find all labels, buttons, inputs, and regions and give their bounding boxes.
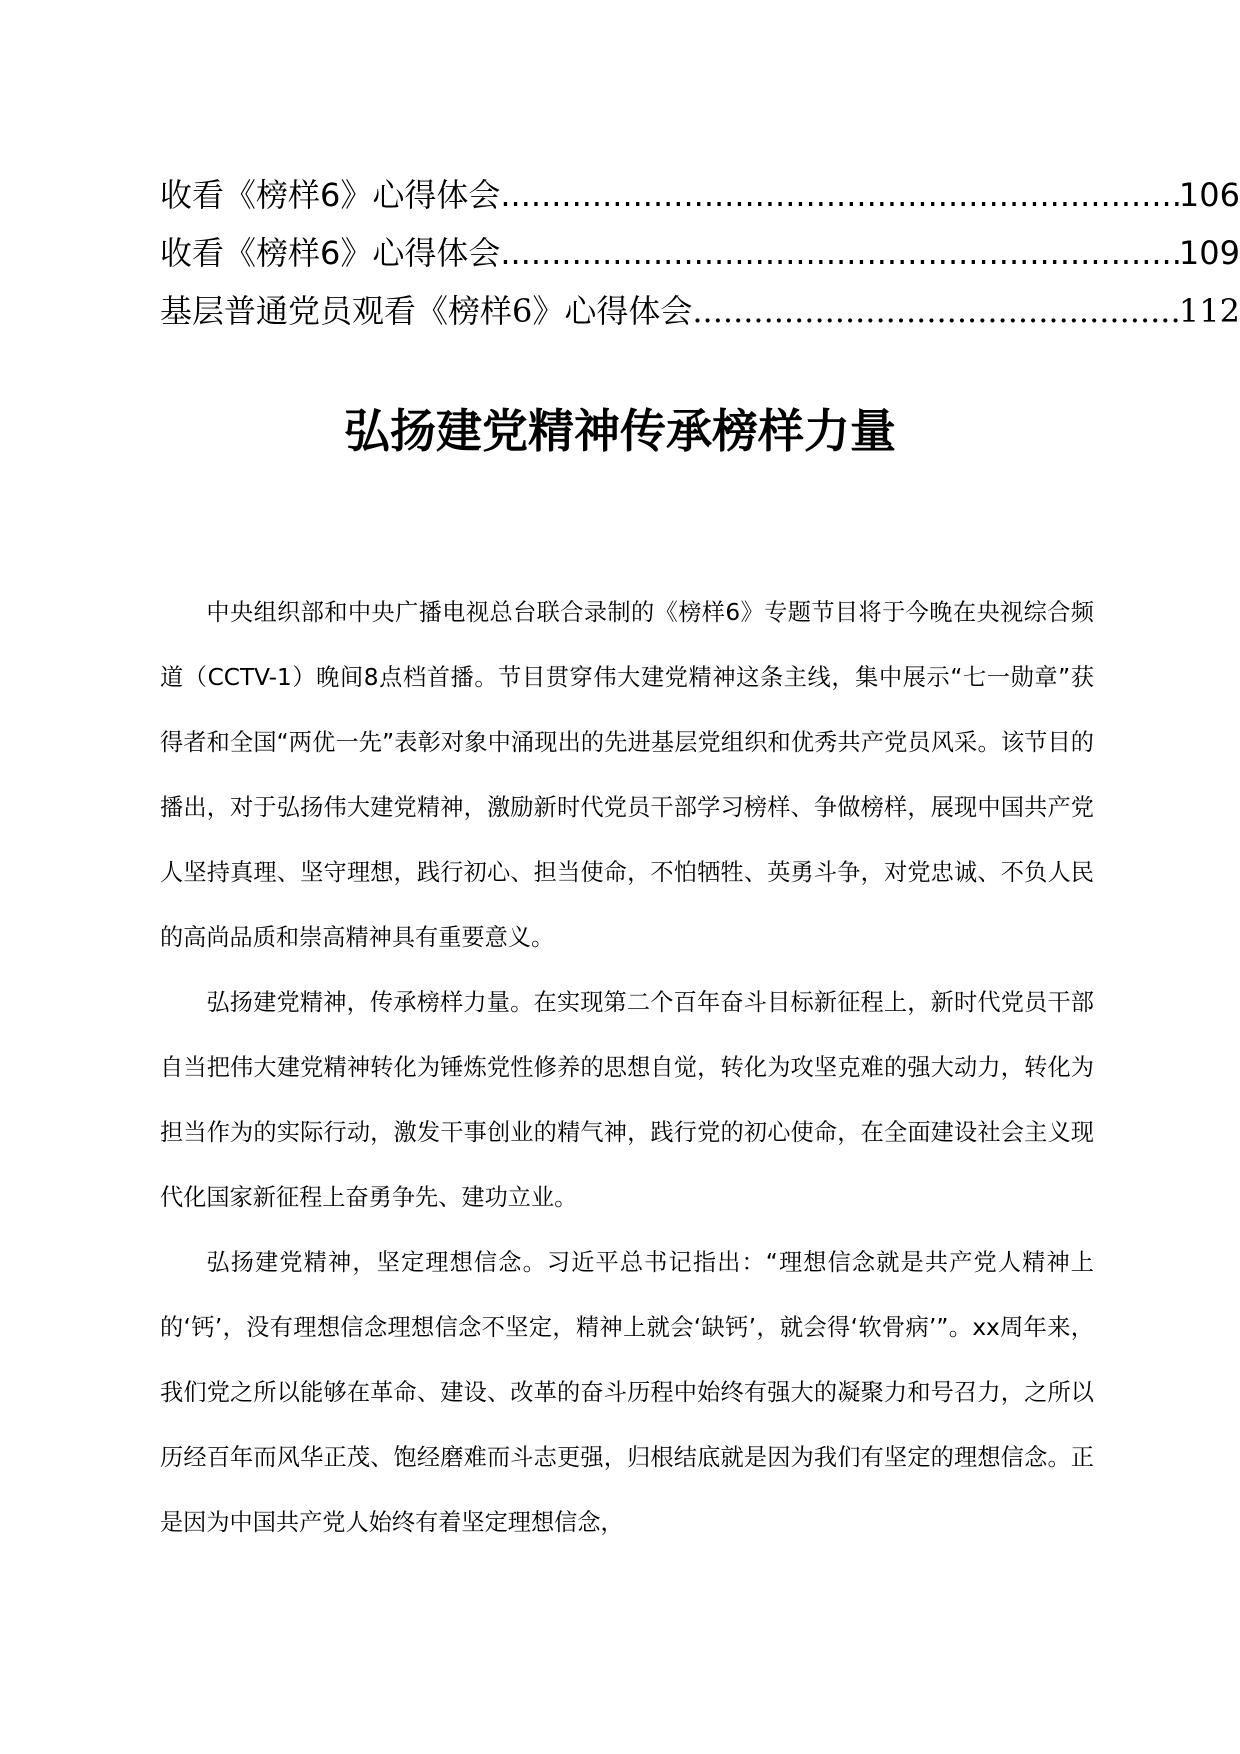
table-of-contents	[160, 170, 1240, 344]
toc-leader-dots	[692, 292, 1179, 330]
toc-entry-page: 112	[1178, 292, 1240, 330]
toc-entry[interactable]	[160, 170, 1240, 228]
toc-entry-title: 收看《榜样6》心得体会	[160, 176, 501, 214]
toc-entry-title: 基层普通党员观看《榜样6》心得体会	[160, 292, 693, 330]
toc-leader-dots	[500, 176, 1179, 214]
body-paragraph: 中央组织部和中央广播电视总台联合录制的《榜样6》专题节目将于今晚在央视综合频道（CCTV-1）晚间8点档首播。节目贯穿伟大建党精神这条主线，集中展示“七一勋章”获得者和全国“两优一先”表彰对象中涌现出的先进基层党组织和优秀共产党员风采。该节目的播出，对于弘扬伟大建党精神，激励新时代党员干部学习榜样、争做榜样，展现中国共产党人坚持真理、坚守理想，践行初心、担当使命，不怕牺牲、英勇斗争，对党忠诚、不负人民的高尚品质和崇高精神具有重要意义。	[160, 599, 1094, 951]
toc-entry[interactable]	[160, 228, 1240, 286]
toc-entry-page: 109	[1178, 234, 1240, 272]
toc-entry-page: 106	[1178, 176, 1240, 214]
document-body	[160, 580, 1094, 1555]
document-title: 弘扬建党精神传承榜样力量	[344, 404, 896, 458]
toc-entry[interactable]	[160, 286, 1240, 344]
toc-entry-title: 收看《榜样6》心得体会	[160, 234, 501, 272]
body-paragraph: 弘扬建党精神，传承榜样力量。在实现第二个百年奋斗目标新征程上，新时代党员干部自当把伟大建党精神转化为锤炼党性修养的思想自觉，转化为攻坚克难的强大动力，转化为担当作为的实际行动，激发干事创业的精气神，践行党的初心使命，在全面建设社会主义现代化国家新征程上奋勇争先、建功立业。	[160, 989, 1094, 1211]
body-paragraph: 弘扬建党精神，坚定理想信念。习近平总书记指出：“理想信念就是共产党人精神上的‘钙’，没有理想信念理想信念不坚定，精神上就会‘缺钙’，就会得‘软骨病’”。xx周年来，我们党之所以能够在革命、建设、改革的奋斗历程中始终有强大的凝聚力和号召力，之所以历经百年而风华正茂、饱经磨难而斗志更强，归根结底就是因为我们有坚定的理想信念。正是因为中国共产党人始终有着坚定理想信念，	[160, 1249, 1094, 1536]
toc-leader-dots	[500, 234, 1179, 272]
